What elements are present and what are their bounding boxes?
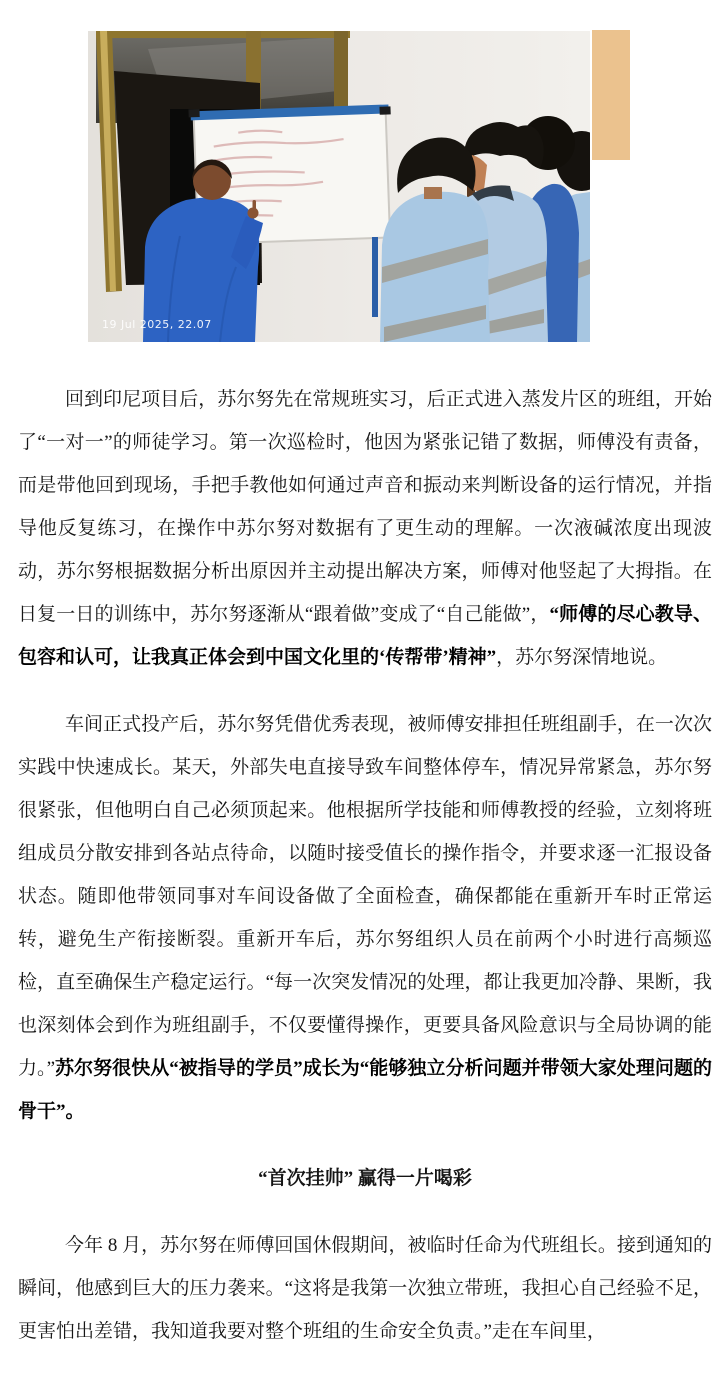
article-paragraph xyxy=(18,378,712,679)
training-photo xyxy=(88,31,590,342)
training-photo-illustration xyxy=(88,31,590,342)
easel-pole xyxy=(372,237,378,317)
bold-text-run: “师傅的尽心教导、包容和认可，让我真正体会到中国文化里的‘传帮带’精神” xyxy=(18,604,712,668)
text-run: 回到印尼项目后，苏尔努先在常规班实习，后正式进入蒸发片区的班组，开始了“一对一”的师徒学习。第一次巡检时，他因为紧张记错了数据，师傅没有责备，而是带他回到现场，手把手教他如何通过声音和振动来判断设备的运行情况，并指导他反复练习，在操作中苏尔努对数据有了更生动的理解。一次液碱浓度出现波动，苏尔努根据数据分析出原因并主动提出解决方案，师傅对他竖起了大拇指。在日复一日的训练中，苏尔努逐渐从“跟着做”变成了“自己能做”， xyxy=(18,389,712,625)
article-paragraph xyxy=(18,703,712,1133)
photo-timestamp: 19 Jul 2025, 22.07 xyxy=(102,318,212,331)
text-run: 今年 8 月，苏尔努在师傅回国休假期间，被临时任命为代班组长。接到通知的瞬间，他感到巨大的压力袭来。“这将是我第一次独立带班，我担心自己经验不足，更害怕出差错，我知道我要对整个班组的生命安全负责。”走在车间里， xyxy=(18,1235,712,1342)
article-body xyxy=(0,352,720,1353)
article-paragraph xyxy=(18,1224,712,1353)
text-run: ，苏尔努深情地说。 xyxy=(496,647,668,668)
workers-group xyxy=(380,116,590,342)
hero-section xyxy=(0,0,720,352)
bold-text-run: 苏尔努很快从“被指导的学员”成长为“能够独立分析问题并带领大家处理问题的骨干”。 xyxy=(18,1058,712,1122)
section-heading: “首次挂帅” 赢得一片喝彩 xyxy=(258,1168,472,1189)
text-run: 车间正式投产后，苏尔努凭借优秀表现，被师傅安排担任班组副手，在一次次实践中快速成长。某天，外部失电直接导致车间整体停车，情况异常紧急，苏尔努很紧张，但他明白自己必须顶起来。他根据所学技能和师傅教授的经验，立刻将班组成员分散安排到各站点待命，以随时接受值长的操作指令，并要求逐一汇报设备状态。随即他带领同事对车间设备做了全面检查，确保都能在重新开车时正常运转，避免生产衔接断裂。重新开车后，苏尔努组织人员在前两个小时进行高频巡检，直至确保生产稳定运行。“每一次突发情况的处理，都让我更加冷静、果断，我也深刻体会到作为班组副手，不仅要懂得操作，更要具备风险意识与全局协调的能力。” xyxy=(18,714,712,1079)
orange-accent-rect xyxy=(592,30,630,160)
